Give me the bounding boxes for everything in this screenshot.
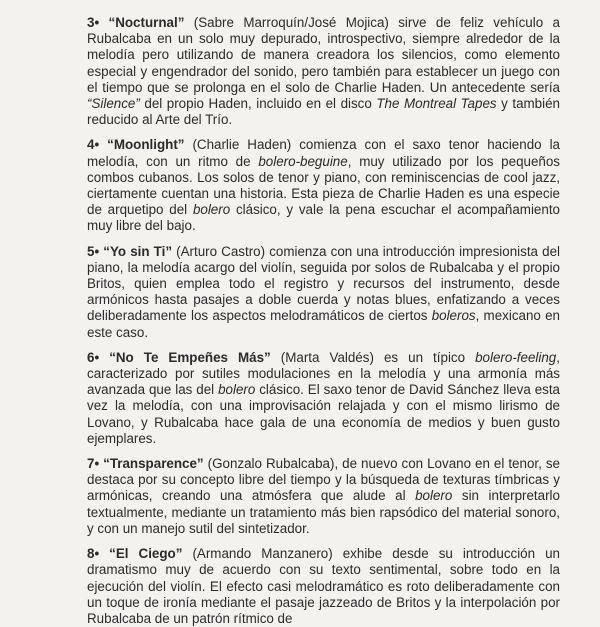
track-title: “Yo sin Ti” [103,243,173,259]
track-credit: (Sabre Marroquín/José Mojica) [184,15,389,30]
track-5-paragraph [87,244,560,341]
italic-text: bolero [218,382,256,398]
track-number: 3• [87,15,100,30]
body-text: , muy utilizado por los pequeños combos cubanos. Los solos de tenor y piano, con reminiscencias de cool jazz, ciertamente cuentan una historia. Esta pieza de Charlie Haden es una especie de arquetipo del [87,153,560,218]
track-credit: (Charlie Haden) [184,137,292,153]
body-text: , de nuevo con Lovano en el tenor, se destaca por su concepto libre del tiempo y la búsqueda de texturas tímbricas y armónicas, creando una atmósfera que alude al [87,456,560,504]
body-text: clásico. El saxo tenor de David Sánchez lleva esta vez la melodía, con una improvisación relajada y con el mismo lirismo de Lovano, y Rubalcaba hace gala de una economía de medios y buen gusto ejemplares. [87,382,561,446]
body-text: del propio Haden, incluido en el disco [139,96,377,112]
body-text: sin interpretarlo textualmente, mediante un tratamiento más bien rapsódico del material sonoro, y con un manejo sutil del sintetizador. [87,488,560,536]
track-number: 4• [87,137,100,153]
track-credit: (Armando Manzanero) [182,546,333,562]
body-text: sirve de feliz vehículo a Rubalcaba en un solo muy depurado, introspectivo, siempre alrededor de la melodía pero utilizando de manera creadora los silencios, como elemento especial y engendrador del sonido, pero también para establecer un juego con el tiempo que se prolonga en el solo de Charlie Haden. Un antecedente sería [87,15,560,95]
track-7-paragraph [87,456,560,537]
italic-text: bolero [415,488,453,504]
track-title: “Transparence” [103,456,204,472]
body-text: y también reducido al Arte del Trío. [87,96,560,128]
italic-text: boleros [431,308,476,324]
italic-text: bolero-beguine [258,153,348,169]
body-text: , caracterizado por sutiles modulaciones en la melodía y una armonía más avanzada que las del [87,349,560,398]
track-4-paragraph [87,137,560,234]
track-title: “Nocturnal” [108,15,185,30]
body-text: , mexicano en este caso. [87,308,560,340]
italic-text: bolero [192,202,231,218]
track-title: “El Ciego” [109,546,183,562]
track-number: 5• [87,243,100,259]
track-credit: (Gonzalo Rubalcaba) [203,456,335,472]
track-title: “Moonlight” [107,137,185,153]
track-number: 7• [87,456,100,472]
track-8-paragraph [87,546,560,627]
track-credit: (Arturo Castro) [172,243,266,259]
track-6-paragraph [87,350,560,447]
body-text: comienza con una introducción impresionista del piano, la melodía acargo del violín, seguida por solos de Rubalcaba y el propio Britos, quien emplea todo el registro y recursos del instrumento, desde armónicos hasta pasajes a doble cuerda y notas blues, enfatizando a veces deliberadamente los aspectos melodramáticos de ciertos [87,243,560,324]
italic-text: bolero-feeling [475,349,557,365]
italic-text: “Silence” [87,96,140,112]
track-number: 6• [87,349,100,365]
track-number: 8• [87,546,100,562]
track-3-paragraph [87,15,560,128]
body-text: clásico, y vale la pena escuchar el acompañamiento muy libre del bajo. [87,202,560,234]
track-title: “No Te Empeñes Más” [109,349,271,365]
body-text: es un típico [373,349,476,365]
track-credit: (Marta Valdés) [270,349,374,365]
body-text: comienza con el saxo tenor haciendo la melodía, con un ritmo de [87,137,560,169]
body-text: exhibe desde su introducción un dramatismo muy de acuerdo con su texto sentimental, sobre todo en la ejecución del violín. El efecto casi melodramático es roto deliberadamente con un toque de ironía mediante el pasaje jazzeado de Britos y la interpolación por Rubalcaba de un patrón rítmico de [87,546,560,626]
italic-text: The Montreal Tapes [376,96,497,112]
